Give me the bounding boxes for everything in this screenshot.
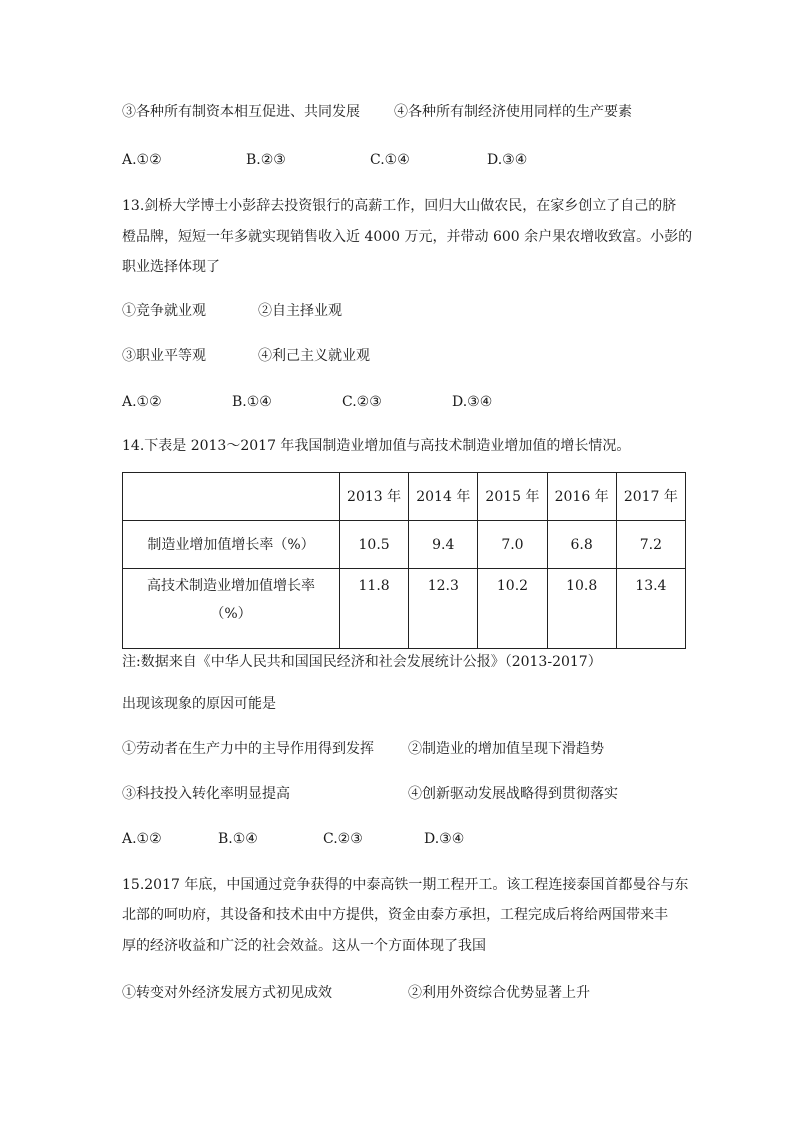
q13-stem-line-2: 橙品牌，短短一年多就实现销售收入近 4000 万元，并带动 600 余户果农增收致富。小彭的 xyxy=(122,229,693,245)
table-header-row xyxy=(123,473,686,521)
q14-option-b[interactable]: B.①④ xyxy=(218,831,258,847)
table-cell: 10.2 xyxy=(478,569,547,649)
table-year-header: 2017 年 xyxy=(616,473,685,521)
q14-option-d[interactable]: D.③④ xyxy=(424,831,465,847)
table-cell: 6.8 xyxy=(547,521,616,569)
q15-stem-line-2: 北部的呵叻府，其设备和技术由中方提供，资金由泰方承担，工程完成后将给两国带来丰 xyxy=(122,907,668,923)
q14-items-row-1 xyxy=(122,739,604,759)
q14-stem: 14.下表是 2013～2017 年我国制造业增加值与高技术制造业增加值的增长情况。 xyxy=(122,438,631,454)
table-cell: 9.4 xyxy=(409,521,478,569)
q15-stem-line-1: 15.2017 年底，中国通过竞争获得的中泰高铁一期工程开工。该工程连接泰国首都曼谷与东 xyxy=(122,877,689,893)
q14-option-c[interactable]: C.②③ xyxy=(323,831,363,847)
q12-item-3: ③各种所有制资本相互促进、共同发展 xyxy=(122,104,360,120)
q12-items-row xyxy=(122,102,632,122)
table-row-label: 制造业增加值增长率（%） xyxy=(123,521,340,569)
q13-stem-line-3: 职业选择体现了 xyxy=(122,259,220,275)
q12-option-a[interactable]: A.①② xyxy=(122,152,162,168)
q12-options-row xyxy=(122,150,527,170)
table-cell: 13.4 xyxy=(616,569,685,649)
table-cell: 10.8 xyxy=(547,569,616,649)
q15-item-2: ②利用外资综合优势显著上升 xyxy=(408,985,590,1001)
q13-items-row-1 xyxy=(122,301,342,321)
q12-option-d[interactable]: D.③④ xyxy=(487,152,528,168)
q15-item-1: ①转变对外经济发展方式初见成效 xyxy=(122,985,332,1001)
q14-item-3: ③科技投入转化率明显提高 xyxy=(122,786,290,802)
q13-item-3: ③职业平等观 xyxy=(122,348,206,364)
table-cell: 11.8 xyxy=(340,569,409,649)
q13-option-c[interactable]: C.②③ xyxy=(342,394,382,410)
table-row xyxy=(123,569,686,649)
q14-question: 出现该现象的原因可能是 xyxy=(122,696,276,712)
table-year-header: 2014 年 xyxy=(409,473,478,521)
table-row-label xyxy=(123,569,340,649)
q15-items-row xyxy=(122,983,590,1003)
table-source-note: 注:数据来自《中华人民共和国国民经济和社会发展统计公报》（2013-2017） xyxy=(122,654,602,670)
table-year-header: 2016 年 xyxy=(547,473,616,521)
q13-option-a[interactable]: A.①② xyxy=(122,394,162,410)
q14-item-1: ①劳动者在生产力中的主导作用得到发挥 xyxy=(122,741,374,757)
q13-options-row xyxy=(122,392,492,412)
q13-item-4: ④利己主义就业观 xyxy=(258,348,370,364)
table-cell: 10.5 xyxy=(340,521,409,569)
table-row xyxy=(123,521,686,569)
q13-item-1: ①竞争就业观 xyxy=(122,303,206,319)
q13-option-d[interactable]: D.③④ xyxy=(452,394,493,410)
table-year-header: 2013 年 xyxy=(340,473,409,521)
q14-item-4: ④创新驱动发展战略得到贯彻落实 xyxy=(408,786,618,802)
table-cell: 12.3 xyxy=(409,569,478,649)
table-cell: 7.2 xyxy=(616,521,685,569)
q14-option-a[interactable]: A.①② xyxy=(122,831,162,847)
q12-option-c[interactable]: C.①④ xyxy=(370,152,410,168)
q15-stem-line-3: 厚的经济收益和广泛的社会效益。这从一个方面体现了我国 xyxy=(122,938,486,954)
q13-items-row-2 xyxy=(122,346,370,366)
table-year-header: 2015 年 xyxy=(478,473,547,521)
q14-items-row-2 xyxy=(122,784,618,804)
growth-table xyxy=(122,472,686,649)
q13-option-b[interactable]: B.①④ xyxy=(232,394,272,410)
q13-item-2: ②自主择业观 xyxy=(258,303,342,319)
q14-options-row xyxy=(122,829,464,849)
q13-stem-line-1: 13.剑桥大学博士小彭辞去投资银行的高薪工作，回归大山做农民，在家乡创立了自己的脐 xyxy=(122,198,677,214)
table-row-label-line-2: （%） xyxy=(210,606,252,622)
q12-item-4: ④各种所有制经济使用同样的生产要素 xyxy=(394,104,632,120)
table-row-label-line-1: 高技术制造业增加值增长率 xyxy=(147,578,315,594)
table-cell: 7.0 xyxy=(478,521,547,569)
q12-option-b[interactable]: B.②③ xyxy=(246,152,286,168)
table-corner-cell xyxy=(123,473,340,521)
q14-item-2: ②制造业的增加值呈现下滑趋势 xyxy=(408,741,604,757)
